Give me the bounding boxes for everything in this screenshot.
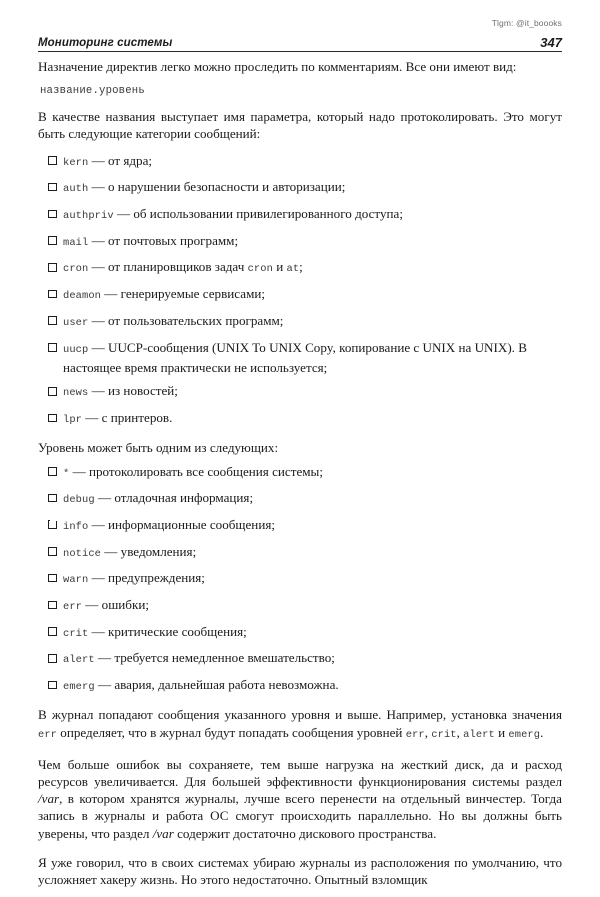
category-term: mail xyxy=(63,236,89,249)
square-bullet-icon xyxy=(48,520,57,529)
level-description: предупреждения; xyxy=(107,570,205,586)
category-description: от пользовательских программ; xyxy=(107,312,284,328)
category-description: от почтовых программ; xyxy=(107,232,239,248)
square-bullet-icon xyxy=(48,343,57,352)
category-description-post: ; xyxy=(299,259,303,275)
em-dash: — xyxy=(88,259,108,275)
category-description: от ядра; xyxy=(107,152,153,168)
level-term: crit xyxy=(63,627,89,640)
em-dash: — xyxy=(88,152,108,168)
category-term: user xyxy=(63,316,89,329)
square-bullet-icon xyxy=(48,387,57,396)
level-description: протоколировать все сообщения системы; xyxy=(88,463,323,479)
square-bullet-icon xyxy=(48,601,57,610)
list-item xyxy=(38,339,562,376)
em-dash: — xyxy=(82,597,102,613)
em-dash: — xyxy=(94,490,115,506)
level-description: уведомления; xyxy=(120,543,197,559)
square-bullet-icon xyxy=(48,290,57,299)
code-syntax-line: название.уровень xyxy=(40,85,145,98)
level-term: warn xyxy=(63,574,89,587)
disk-text-3: содержит достаточно дискового пространства. xyxy=(173,825,437,841)
journal-text-4: , xyxy=(456,724,464,740)
level-description: информационные сообщения; xyxy=(107,516,275,532)
journal-text-2: определяет, что в журнал будут попадать сообщения уровней xyxy=(57,724,406,740)
journal-text-3: , xyxy=(424,724,432,740)
level-term: alert xyxy=(63,654,95,667)
disk-text-2: , в котором хранятся журналы, лучше всего перенести на отдельный винчестер. Тогда запись в журналы и работа ОС смогут происходить параллельно. Но вы должны быть уверены, что раздел xyxy=(38,791,562,841)
level-description: критические сообщения; xyxy=(107,623,247,639)
em-dash: — xyxy=(82,410,102,426)
list-item xyxy=(38,152,562,172)
inline-code-crit: crit xyxy=(431,728,457,741)
categories-lead-paragraph: В качестве названия выступает имя параметра, который надо протоколировать. Это могут быть следующие категории сообщений: xyxy=(38,109,562,142)
journal-paragraph xyxy=(38,706,562,743)
disk-text-1: Чем больше ошибок вы сохраняете, тем выше нагрузка на жесткий диск, да и расход ресурсов увеличивается. Для большей эффективности функционирования системы раздел xyxy=(38,756,562,789)
list-item xyxy=(38,285,562,305)
square-bullet-icon xyxy=(48,627,57,636)
em-dash: — xyxy=(88,570,108,586)
square-bullet-icon xyxy=(48,414,57,423)
inline-code-alert: alert xyxy=(463,728,495,741)
level-term: notice xyxy=(63,547,102,560)
journal-text-6: . xyxy=(540,724,544,740)
em-dash: — xyxy=(101,543,121,559)
intro-paragraph: Назначение директив легко можно проследить по комментариям. Все они имеют вид: xyxy=(38,59,517,74)
category-description: о нарушении безопасности и авторизации; xyxy=(107,179,346,195)
list-item xyxy=(38,516,562,536)
level-description: ошибки; xyxy=(101,597,149,613)
list-item xyxy=(38,312,562,332)
list-item xyxy=(38,463,562,483)
em-dash: — xyxy=(88,312,108,328)
square-bullet-icon xyxy=(48,494,57,503)
level-description: отладочная информация; xyxy=(114,490,254,506)
level-term: emerg xyxy=(63,681,95,694)
path-var-2: /var xyxy=(152,825,174,841)
category-description: с принтеров. xyxy=(101,410,173,426)
category-term: deamon xyxy=(63,290,102,303)
level-term: debug xyxy=(63,494,95,507)
category-description: об использовании привилегированного доступа; xyxy=(133,206,403,222)
inline-code-at: at xyxy=(286,263,300,276)
categories-list xyxy=(38,152,562,430)
page-number: 347 xyxy=(540,35,562,50)
level-description: авария, дальнейшая работа невозможна. xyxy=(114,677,339,693)
inline-code-cron: cron xyxy=(247,263,273,276)
levels-list xyxy=(38,463,562,697)
inline-code-err-2: err xyxy=(405,728,425,741)
list-item xyxy=(38,543,562,563)
square-bullet-icon xyxy=(48,210,57,219)
inline-code-err-1: err xyxy=(38,728,58,741)
list-item xyxy=(38,409,562,429)
em-dash: — xyxy=(101,286,121,302)
journal-text-1: В журнал попадают сообщения указанного уровня и выше. Например, установка значения xyxy=(38,707,562,723)
square-bullet-icon xyxy=(48,263,57,272)
list-item xyxy=(38,382,562,402)
square-bullet-icon xyxy=(48,574,57,583)
square-bullet-icon xyxy=(48,547,57,556)
em-dash: — xyxy=(88,516,108,532)
list-item xyxy=(38,569,562,589)
em-dash: — xyxy=(94,677,115,693)
category-description-pre: от планировщиков задач xyxy=(107,259,248,275)
list-item xyxy=(38,232,562,252)
em-dash: — xyxy=(88,339,108,355)
levels-lead-paragraph: Уровень может быть одним из следующих: xyxy=(38,440,279,456)
em-dash: — xyxy=(88,179,108,195)
category-term: kern xyxy=(63,156,89,169)
level-description: требуется немедленное вмешательство; xyxy=(114,650,335,666)
category-description: UUCP-сообщения (UNIX To UNIX Copy, копирование с UNIX на UNIX). В настоящее время практически не используется; xyxy=(63,339,527,375)
em-dash: — xyxy=(88,623,108,639)
list-item xyxy=(38,178,562,198)
em-dash: — xyxy=(113,206,134,222)
final-paragraph: Я уже говорил, что в своих системах убираю журналы из расположения по умолчанию, что усложняет хакеру жизнь. Но этого недостаточно. Опытный взломщик xyxy=(38,854,562,887)
level-term: * xyxy=(63,467,70,480)
em-dash: — xyxy=(88,232,108,248)
category-term: auth xyxy=(63,183,89,196)
list-item xyxy=(38,258,562,278)
category-term: uucp xyxy=(63,343,89,356)
category-term: authpriv xyxy=(63,210,114,223)
inline-code-emerg: emerg xyxy=(508,728,541,741)
category-description: из новостей; xyxy=(107,383,178,399)
square-bullet-icon xyxy=(48,467,57,476)
list-item xyxy=(38,623,562,643)
level-term: info xyxy=(63,520,89,533)
watermark-text: Tlgm: @it_boooks xyxy=(491,18,562,28)
square-bullet-icon xyxy=(48,316,57,325)
em-dash: — xyxy=(69,463,89,479)
list-item xyxy=(38,649,562,669)
list-item xyxy=(38,596,562,616)
square-bullet-icon xyxy=(48,654,57,663)
square-bullet-icon xyxy=(48,236,57,245)
disk-paragraph xyxy=(38,756,562,842)
category-term: lpr xyxy=(63,414,83,427)
running-header-title: Мониторинг системы xyxy=(38,37,173,49)
level-term: err xyxy=(63,601,83,614)
em-dash: — xyxy=(94,650,115,666)
square-bullet-icon xyxy=(48,156,57,165)
path-var-1: /var xyxy=(38,791,60,807)
category-description: генерируемые сервисами; xyxy=(120,286,266,302)
list-item xyxy=(38,676,562,696)
list-item xyxy=(38,489,562,509)
category-term: news xyxy=(63,387,89,400)
square-bullet-icon xyxy=(48,183,57,192)
running-header xyxy=(38,30,562,52)
list-item xyxy=(38,205,562,225)
category-term: cron xyxy=(63,263,89,276)
journal-text-5: и xyxy=(494,724,509,740)
category-description-mid: и xyxy=(272,259,287,275)
square-bullet-icon xyxy=(48,681,57,690)
em-dash: — xyxy=(88,383,108,399)
page-content xyxy=(38,58,562,897)
